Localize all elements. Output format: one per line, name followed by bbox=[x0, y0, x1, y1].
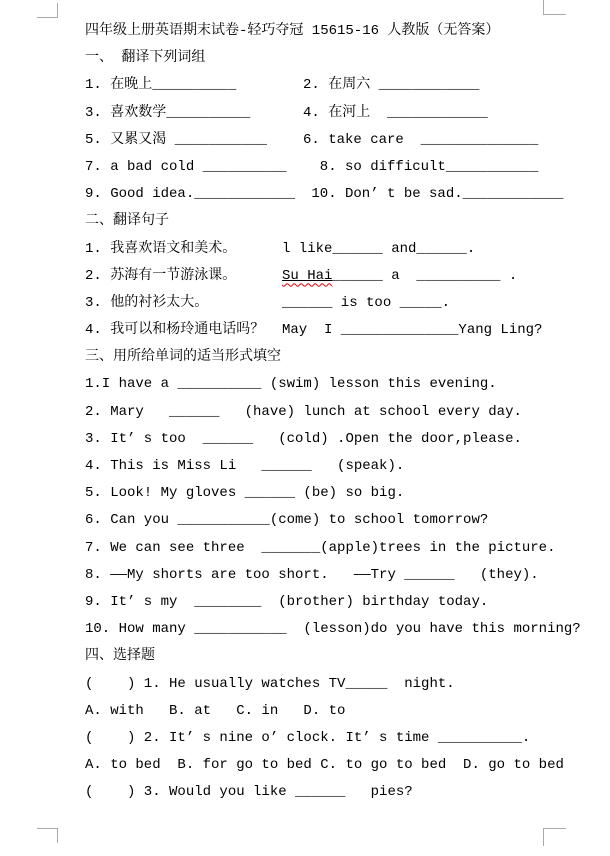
sentence-cn-2: 2. 苏海有一节游泳课。 bbox=[85, 267, 237, 284]
section1-row-1 bbox=[85, 72, 575, 99]
phrase-item-4: 4. 在河上 ____________ bbox=[303, 104, 488, 121]
fill-blank-item-5: 5. Look! My gloves ______ (be) so big. bbox=[85, 485, 405, 502]
margin-crop-mark-bottom-left-icon bbox=[37, 828, 58, 843]
section1-row-4 bbox=[85, 154, 575, 181]
choice-question-2: ( ) 2. It’ s nine o’ clock. It’ s time __________. bbox=[85, 729, 531, 746]
phrase-item-1: 1. 在晚上__________ bbox=[85, 77, 237, 94]
sentence-cn-3: 3. 他的衬衫太大。 bbox=[85, 294, 209, 311]
section2-row-3 bbox=[85, 290, 575, 317]
section4-heading: 四、选择题 bbox=[85, 648, 155, 665]
margin-crop-mark-top-left-icon bbox=[37, 3, 58, 18]
phrase-item-9: 9. Good idea.____________ bbox=[85, 186, 296, 203]
fill-blank-item-6: 6. Can you ___________(come) to school tomorrow? bbox=[85, 512, 489, 529]
phrase-item-3: 3. 喜欢数学__________ bbox=[85, 104, 251, 121]
phrase-item-6: 6. take care ______________ bbox=[303, 131, 539, 148]
fill-blank-item-3: 3. It’ s too ______ (cold) .Open the door,please. bbox=[85, 430, 522, 447]
section2-row-2 bbox=[85, 263, 575, 290]
fill-blank-item-8: 8. ——My shorts are too short. ——Try ______ (they). bbox=[85, 566, 539, 583]
margin-crop-mark-top-right-icon bbox=[543, 0, 566, 15]
section1-row-2 bbox=[85, 100, 575, 127]
fill-blank-item-2: 2. Mary ______ (have) lunch at school every day. bbox=[85, 403, 522, 420]
section1-row-5 bbox=[85, 181, 575, 208]
section1-row-3 bbox=[85, 127, 575, 154]
fill-blank-item-7: 7. We can see three _______(apple)trees in the picture. bbox=[85, 539, 556, 556]
phrase-item-8: 8. so difficult___________ bbox=[303, 158, 539, 175]
fill-blank-item-4: 4. This is Miss Li ______ (speak). bbox=[85, 458, 405, 474]
sentence-en-2-rest: ______ a __________ . bbox=[332, 267, 518, 284]
sentence-cn-1: 1. 我喜欢语文和美术。 bbox=[85, 240, 237, 257]
section1-heading: 一、 翻译下列词组 bbox=[85, 50, 206, 67]
sentence-cn-4: 4. 我可以和杨玲通电话吗？ bbox=[85, 322, 265, 339]
fill-blank-item-9: 9. It’ s my ________ (brother) birthday today. bbox=[85, 593, 489, 610]
spellcheck-flagged-text: Su Hai bbox=[282, 267, 333, 284]
choice-options-2: A. to bed B. for go to bed C. to go to bed D. go to bed bbox=[85, 757, 564, 774]
fill-blank-item-10: 10. How many ___________ (lesson)do you have this morning? bbox=[85, 621, 581, 638]
fill-blank-item-1: 1.I have a __________ (swim) lesson this evening. bbox=[85, 376, 497, 393]
section2-row-4 bbox=[85, 317, 575, 344]
choice-question-3: ( ) 3. Would you like ______ pies? bbox=[85, 784, 413, 801]
phrase-item-5: 5. 又累又渴 ___________ bbox=[85, 131, 268, 148]
document-body bbox=[85, 18, 581, 806]
exam-title: 四年级上册英语期末试卷-轻巧夺冠 15615-16 人教版（无答案） bbox=[85, 23, 500, 39]
choice-options-1: A. with B. at C. in D. to bbox=[85, 702, 346, 719]
section2-row-1 bbox=[85, 236, 575, 263]
phrase-item-2: 2. 在周六 ____________ bbox=[303, 77, 480, 94]
section2-heading: 二、翻译句子 bbox=[85, 213, 169, 230]
section3-heading: 三、用所给单词的适当形式填空 bbox=[85, 349, 281, 366]
sentence-en-2 bbox=[282, 263, 517, 290]
sentence-en-3: ______ is too _____. bbox=[282, 294, 451, 311]
margin-crop-mark-bottom-right-icon bbox=[543, 828, 566, 846]
phrase-item-7: 7. a bad cold __________ bbox=[85, 158, 287, 175]
phrase-item-10: 10. Don’ t be sad.____________ bbox=[303, 186, 564, 203]
sentence-en-4: May I ______________Yang Ling? bbox=[282, 322, 543, 339]
sentence-en-1: l like______ and______. bbox=[282, 240, 476, 257]
choice-question-1: ( ) 1. He usually watches TV_____ night. bbox=[85, 675, 455, 692]
